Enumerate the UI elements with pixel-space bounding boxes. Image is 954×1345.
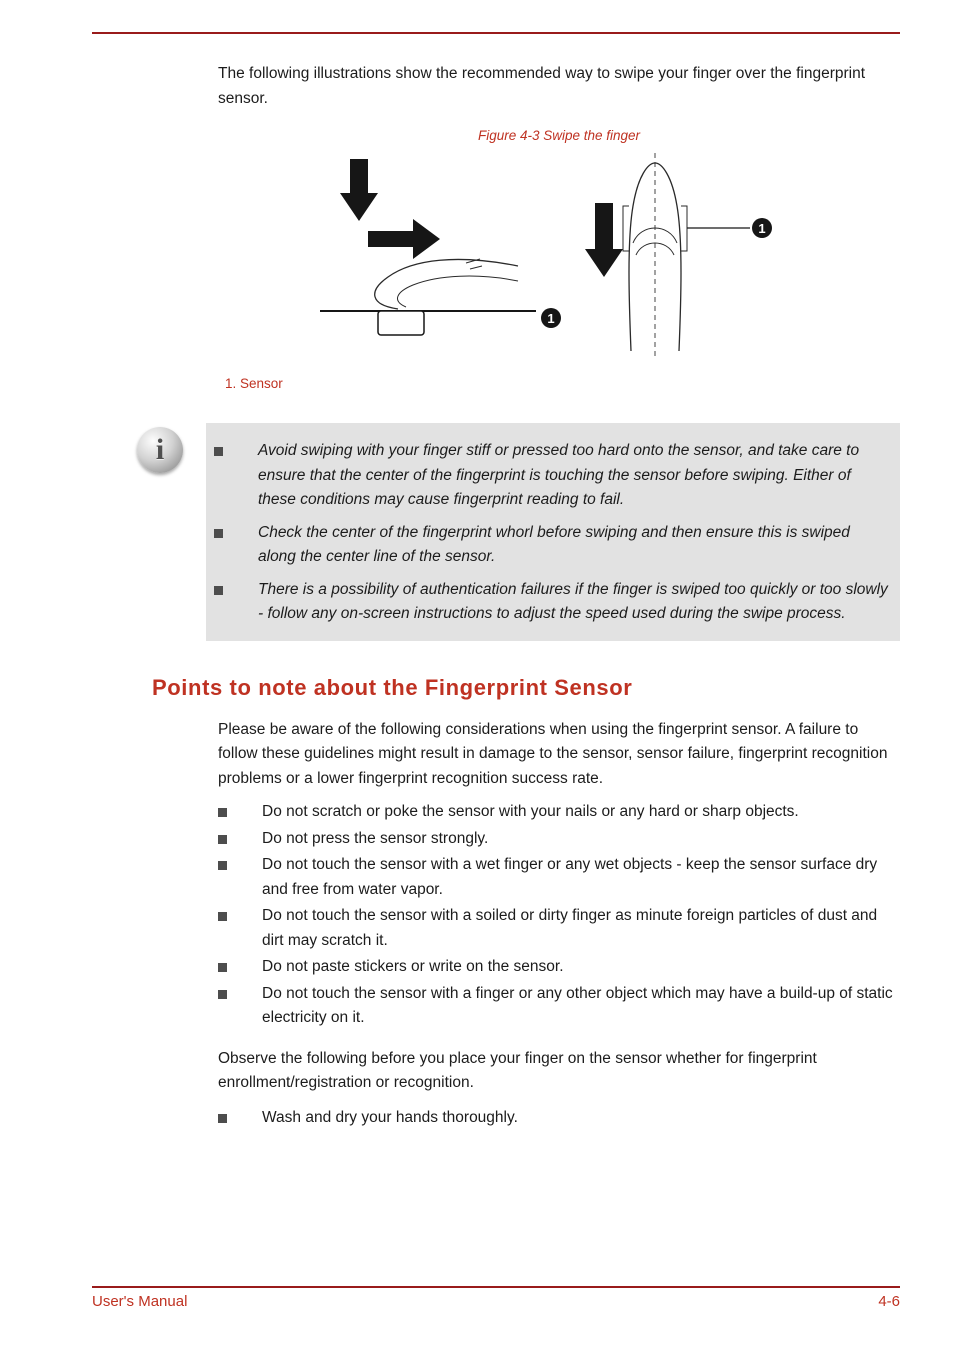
sensor-bracket-right	[681, 206, 687, 251]
list-item	[218, 800, 900, 825]
caution-bullet-list	[0, 800, 954, 1031]
observe-paragraph: Observe the following before you place your finger on the sensor whether for fingerprint enrollment/registration or recognition.	[218, 1049, 817, 1091]
info-icon	[137, 427, 183, 473]
footer-manual-title: User's Manual	[92, 1293, 188, 1310]
list-item	[218, 982, 900, 1031]
list-item-text: Do not touch the sensor with a soiled or dirty finger as minute foreign particles of dust and dirt may scratch it.	[262, 907, 878, 949]
list-item-text: Do not touch the sensor with a wet finger or any wet objects - keep the sensor surface dry and free from water vapor.	[262, 856, 878, 898]
bullet-square-icon	[214, 529, 223, 538]
section-intro-paragraph: Please be aware of the following considerations when using the fingerprint sensor. A failure to follow these guidelines might result in damage to the sensor, sensor failure, fingerprint recognition problems or a lower fingerprint recognition success rate.	[218, 720, 888, 787]
list-item	[218, 904, 900, 953]
footer-page-number: 4-6	[878, 1293, 900, 1310]
info-icon-glyph: i	[155, 433, 165, 466]
bullet-square-icon	[214, 586, 223, 595]
list-item-text: Wash and dry your hands thoroughly.	[262, 1108, 518, 1126]
fingerprint-whorl-arcs	[633, 228, 677, 255]
note-item-text: Avoid swiping with your finger stiff or pressed too hard onto the sensor, and take care to ensure that the center of the fingerprint is touching the sensor before swiping. Either of these conditions may cause fingerprint reading to fail.	[258, 442, 860, 508]
bullet-square-icon	[218, 861, 227, 870]
figure-legend: 1. Sensor	[225, 376, 283, 391]
figure-caption: Figure 4-3 Swipe the finger	[477, 128, 641, 143]
bullet-square-icon	[218, 963, 227, 972]
bullet-square-icon	[218, 835, 227, 844]
section-title: Points to note about the Fingerprint Sensor	[152, 674, 633, 700]
note-item-text: Check the center of the fingerprint whorl before swiping and then ensure this is swiped along the center line of the sensor.	[258, 523, 850, 565]
bullet-square-icon	[218, 990, 227, 999]
note-block	[0, 423, 954, 641]
note-box	[206, 423, 900, 641]
bullet-square-icon	[214, 447, 223, 456]
list-item	[218, 853, 900, 902]
list-item-text: Do not touch the sensor with a finger or any other object which may have a build-up of static electricity on it.	[262, 984, 893, 1026]
note-item	[206, 439, 900, 513]
footer-text-row	[0, 1288, 954, 1310]
finger-side-view-group	[320, 159, 561, 335]
intro-paragraph: The following illustrations show the recommended way to swipe your finger over the fingerprint sensor.	[218, 65, 866, 107]
callout-1-label: 1	[547, 311, 555, 326]
list-item-text: Do not press the sensor strongly.	[262, 829, 489, 847]
page-footer	[0, 1286, 954, 1310]
callout-2-label: 1	[758, 221, 766, 236]
bullet-square-icon	[218, 1114, 227, 1123]
observe-bullet-list	[0, 1106, 954, 1131]
list-item-text: Do not paste stickers or write on the sensor.	[262, 958, 564, 975]
list-item-text: Do not scratch or poke the sensor with your nails or any hard or sharp objects.	[262, 803, 799, 820]
list-item	[218, 955, 900, 980]
bullet-square-icon	[218, 808, 227, 817]
list-item	[218, 827, 900, 852]
note-item	[206, 521, 900, 570]
fingertip-front-view-group	[585, 153, 772, 359]
finger-side-contour	[398, 276, 518, 307]
bullet-square-icon	[218, 912, 227, 921]
list-item	[218, 1106, 900, 1131]
finger-side-outline	[375, 259, 518, 309]
down-arrow-icon	[340, 159, 378, 221]
down-arrow-icon	[585, 203, 623, 277]
swipe-figure	[0, 151, 954, 363]
swipe-figure-svg	[318, 151, 788, 363]
note-item	[206, 578, 900, 627]
sensor-outline	[378, 311, 424, 335]
sensor-bracket-left	[623, 206, 629, 251]
right-arrow-icon	[368, 219, 440, 259]
note-item-text: There is a possibility of authentication failures if the finger is swiped too quickly or too slowly - follow any on-screen instructions to adjust the speed used during the swipe process.	[258, 580, 888, 622]
